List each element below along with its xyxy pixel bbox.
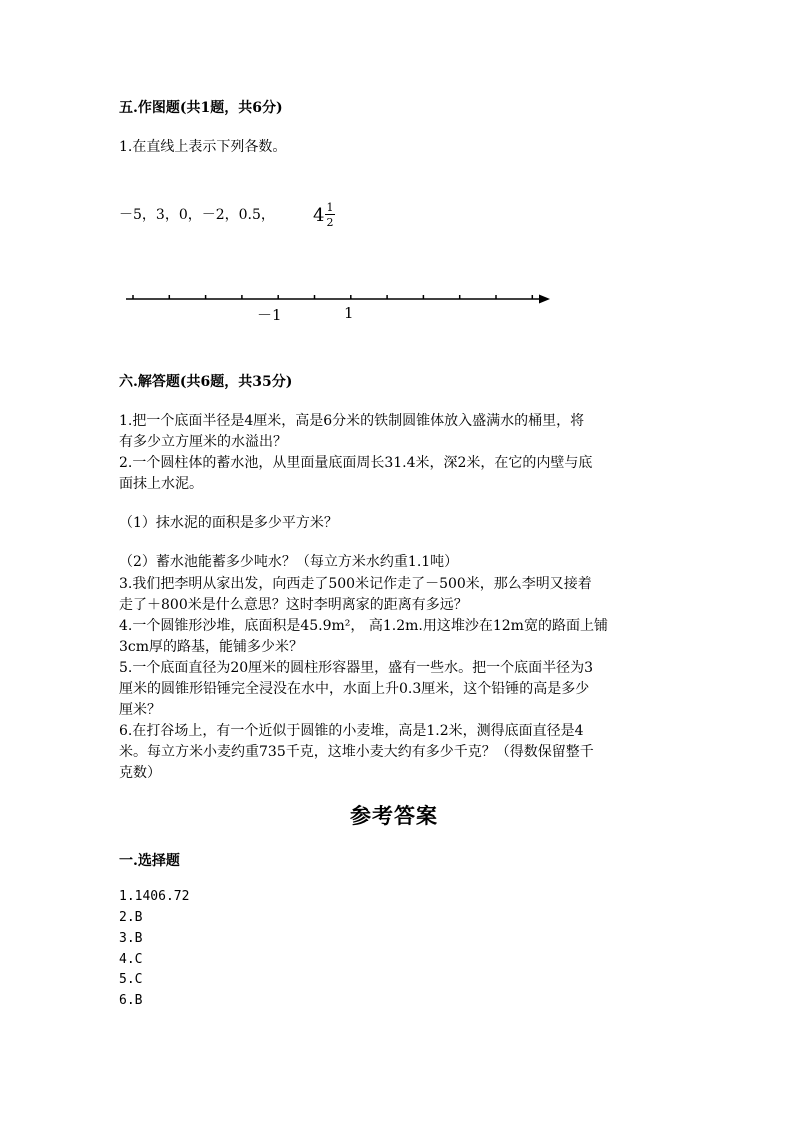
numbers-to-plot: －5，3，0，－2，0.5，	[119, 207, 275, 223]
fraction-denominator: 2	[326, 216, 334, 229]
question-line: 克数）	[119, 765, 161, 781]
number-line-arrow	[539, 295, 550, 304]
question-line: 4.一个圆锥形沙堆，底面积是45.9m²， 高1.2m.用这堆沙在12m宽的路面上铺	[119, 618, 608, 634]
fraction-numerator: 1	[326, 201, 334, 214]
question-line: 走了＋800米是什么意思？这时李明离家的距离有多远？	[119, 597, 468, 613]
section5-question-1: 1.在直线上表示下列各数。	[119, 139, 287, 155]
answers-section1-heading: 一.选择题	[119, 853, 180, 869]
answer-item: 6.B	[119, 993, 143, 1008]
question-line: 3.我们把李明从家出发，向西走了500米记作走了－500米，那么李明又接着	[119, 576, 592, 592]
question-line: 3cm厚的路基，能铺多少米？	[119, 639, 304, 655]
question-line: 2.一个圆柱体的蓄水池，从里面量底面周长31.4米，深2米，在它的内壁与底	[119, 455, 593, 471]
number-line	[0, 0, 794, 340]
question-line: 米。每立方米小麦约重735千克，这堆小麦大约有多少千克？（得数保留整千	[119, 744, 594, 760]
answer-item: 5.C	[119, 972, 143, 987]
number-line-label-1: 1	[344, 304, 354, 322]
answer-item: 2.B	[119, 910, 143, 925]
question-line: （1）抹水泥的面积是多少平方米？	[119, 515, 338, 531]
question-line: 厘米的圆锥形铅锤完全浸没在水中，水面上升0.3厘米，这个铅锤的高是多少	[119, 681, 590, 697]
section6-heading: 六.解答题(共6题，共35分)	[119, 374, 293, 390]
question-line: 厘米？	[119, 702, 161, 718]
question-line: 5.一个底面直径为20厘米的圆柱形容器里，盛有一些水。把一个底面半径为3	[119, 660, 594, 676]
section5-heading: 五.作图题(共1题，共6分)	[119, 100, 283, 116]
number-line-label-minus-1: －1	[257, 306, 282, 324]
question-line: （2）蓄水池能蓄多少吨水？（每立方米水约重1.1吨）	[119, 554, 459, 570]
question-line: 面抹上水泥。	[119, 476, 203, 492]
answer-item: 3.B	[119, 931, 143, 946]
answers-title: 参考答案	[350, 803, 438, 828]
mixed-number-whole: 4	[313, 205, 325, 226]
answer-item: 4.C	[119, 952, 143, 967]
question-line: 6.在打谷场上，有一个近似于圆锥的小麦堆，高是1.2米，测得底面直径是4	[119, 723, 584, 739]
question-line: 有多少立方厘米的水溢出？	[119, 434, 287, 450]
question-line: 1.把一个底面半径是4厘米，高是6分米的铁制圆锥体放入盛满水的桶里，将	[119, 413, 585, 429]
answer-item: 1.1406.72	[119, 889, 190, 904]
